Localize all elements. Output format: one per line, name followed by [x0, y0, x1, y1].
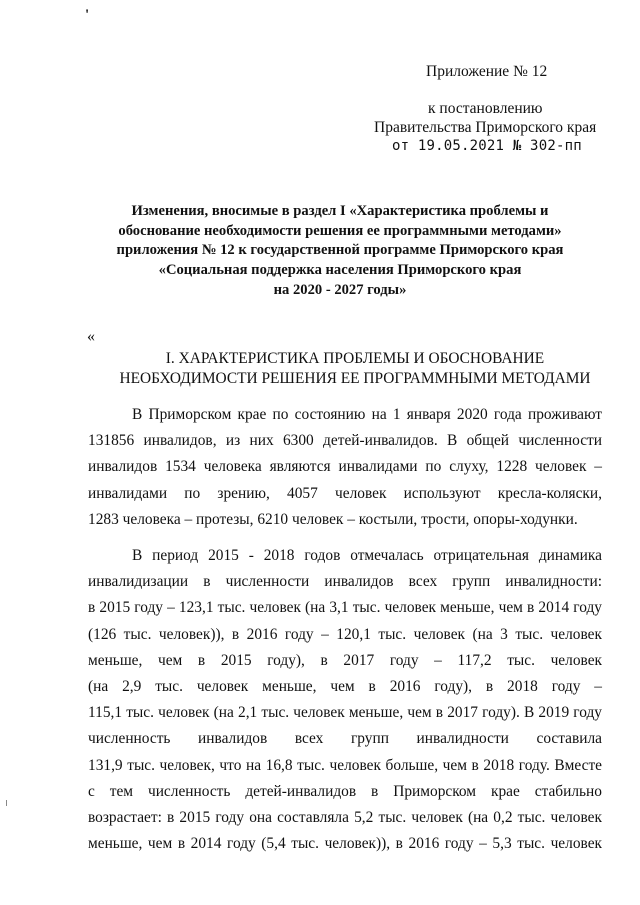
- scan-speck: [6, 800, 7, 806]
- appendix-to-line: к постановлению: [428, 100, 543, 117]
- paragraph-line: в 2015 году – 123,1 тыс. человек (на 3,1 тыс. человек меньше, чем в 2014 году: [88, 599, 602, 617]
- heading-line: приложения № 12 к государственной программе Приморского края: [116, 242, 564, 259]
- heading-line: обоснование необходимости решения ее программными методами»: [118, 222, 562, 239]
- section-heading-line: НЕОБХОДИМОСТИ РЕШЕНИЯ ЕЕ ПРОГРАММНЫМИ МЕТОДАМИ: [119, 369, 591, 387]
- heading-line: Изменения, вносимые в раздел I «Характеристика проблемы и: [131, 203, 549, 219]
- heading-line: «Социальная поддержка населения Приморского края: [158, 262, 522, 279]
- paragraph-line: 131,9 тыс. человек, что на 16,8 тыс. человек больше, чем в 2018 году. Вместе: [88, 756, 602, 774]
- paragraph-line: (126 тыс. человек)), в 2016 году – 120,1 тыс. человек (на 3 тыс. человек: [88, 625, 602, 643]
- paragraph-line: численность инвалидов всех групп инвалидности составила: [88, 730, 602, 748]
- paragraph-line: инвалидов 1534 человека являются инвалидами по слуху, 1228 человек –: [88, 458, 602, 476]
- paragraph-line: возрастает: в 2015 году она составляла 5,2 тыс. человек (на 0,2 тыс. человек: [88, 808, 602, 826]
- paragraph-1: [88, 402, 602, 533]
- paragraph-line: В период 2015 - 2018 годов отмечалась отрицательная динамика: [132, 547, 602, 564]
- open-quote: «: [87, 328, 95, 345]
- paragraph-line: инвалидами по зрению, 4057 человек используют кресла-коляски,: [88, 484, 602, 502]
- paragraph-line: меньше, чем в 2015 году), в 2017 году – 117,2 тыс. человек: [88, 651, 602, 669]
- paragraph-line: с тем численность детей-инвалидов в Приморском крае стабильно: [88, 782, 602, 800]
- paragraph-line: инвалидизации в численности инвалидов всех групп инвалидности:: [88, 573, 602, 591]
- paragraph-line: 131856 инвалидов, из них 6300 детей-инвалидов. В общей численности: [88, 432, 602, 450]
- paragraph-line: 1283 человека – протезы, 6210 человек – костыли, трости, опоры-ходунки.: [88, 510, 578, 528]
- appendix-title: Приложение № 12: [426, 63, 548, 80]
- scan-mark: ': [85, 7, 90, 23]
- paragraph-line: 115,1 тыс. человек (на 2,1 тыс. человек меньше, чем в 2017 году). В 2019 году: [88, 704, 602, 722]
- appendix-date-line: от 19.05.2021 № 302-пп: [392, 138, 582, 154]
- document-heading: [60, 202, 620, 301]
- heading-line: на 2020 - 2027 годы»: [273, 281, 407, 298]
- appendix-org-line: Правительства Приморского края: [374, 119, 597, 136]
- paragraph-2: [88, 543, 602, 857]
- section-heading-line: I. ХАРАКТЕРИСТИКА ПРОБЛЕМЫ И ОБОСНОВАНИЕ: [165, 350, 545, 367]
- section-heading: [60, 349, 640, 388]
- paragraph-line: В Приморском крае по состоянию на 1 января 2020 года проживают: [132, 406, 602, 423]
- paragraph-line: (на 2,9 тыс. человек меньше, чем в 2016 году), в 2018 году –: [88, 677, 602, 695]
- paragraph-line: меньше, чем в 2014 году (5,4 тыс. человек)), в 2016 году – 5,3 тыс. человек: [88, 835, 602, 853]
